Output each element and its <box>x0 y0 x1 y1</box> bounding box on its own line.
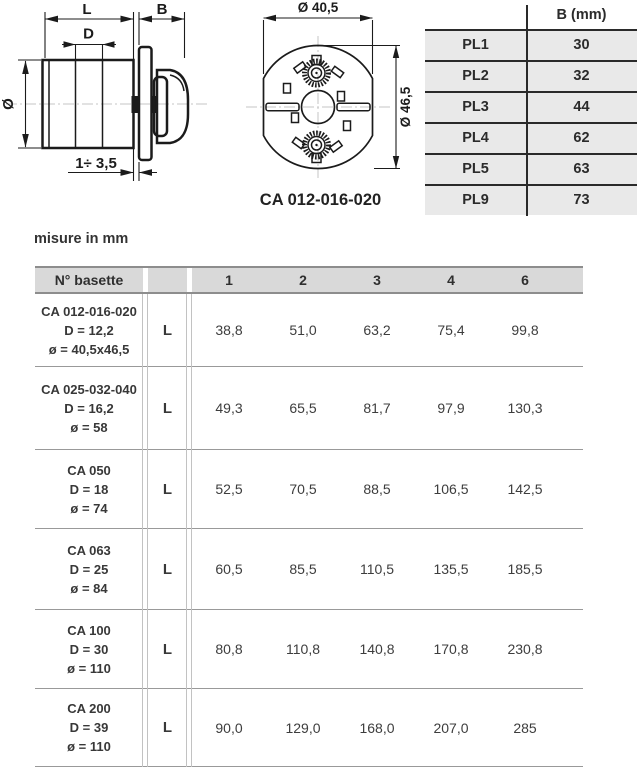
model-d: D = 16,2 <box>64 400 114 416</box>
b-table-label: PL2 <box>462 68 489 84</box>
model-name: CA 050 <box>67 462 111 478</box>
model-name: CA 063 <box>67 542 111 558</box>
model-cell <box>35 699 143 756</box>
value-cell: 185,5 <box>507 561 543 577</box>
dim-label-gap: 1÷ 3,5 <box>75 155 117 172</box>
model-d: D = 12,2 <box>64 322 114 338</box>
header-cell-basette: N° basette <box>35 268 143 292</box>
handle-knob <box>157 70 188 143</box>
b-table-value: 32 <box>573 68 590 84</box>
model-cell <box>35 380 143 437</box>
header-cell-number: 1 <box>225 272 233 288</box>
value-cell: 90,0 <box>215 719 243 736</box>
value-cell: 129,0 <box>285 719 321 736</box>
value-cell: 285 <box>513 719 537 736</box>
table-row <box>35 689 583 767</box>
header-number-cells <box>192 268 583 292</box>
value-cell: 130,3 <box>507 400 543 416</box>
value-cell: 110,5 <box>360 561 394 577</box>
model-cell <box>35 302 143 359</box>
table-row <box>35 610 583 689</box>
value-cell: 97,9 <box>437 400 465 416</box>
value-cell: 81,7 <box>363 400 391 416</box>
dim-label-width: Ø 40,5 <box>297 0 339 15</box>
b-table-header-row <box>425 2 637 29</box>
model-name: CA 100 <box>67 622 111 638</box>
value-cell: 168,0 <box>359 719 395 736</box>
model-cell <box>35 541 143 598</box>
b-table-row <box>425 184 637 215</box>
dimensions-table <box>35 266 583 763</box>
b-table-value: 44 <box>573 99 590 115</box>
b-table-label: PL4 <box>462 130 489 146</box>
value-cell: 60,5 <box>215 561 243 577</box>
table-row <box>35 529 583 610</box>
main-table-body <box>35 294 583 767</box>
model-name: CA 012-016-020 <box>41 303 137 319</box>
model-d: D = 39 <box>69 720 109 735</box>
value-cell: 142,5 <box>507 481 543 497</box>
value-cell: 52,5 <box>215 481 243 497</box>
model-diameter: ø = 110 <box>67 660 111 676</box>
value-cell: 80,8 <box>215 641 243 657</box>
value-cell: 230,8 <box>507 641 543 657</box>
b-table-row <box>425 29 637 60</box>
dim-label-b: B <box>156 1 168 18</box>
value-cell: 85,5 <box>289 561 317 577</box>
dim-label-l: L <box>82 1 92 18</box>
table-row <box>35 294 583 367</box>
model-diameter: ø = 110 <box>67 739 111 754</box>
model-name: CA 200 <box>67 701 111 716</box>
b-table-header: B (mm) <box>556 7 607 23</box>
b-table-value: 73 <box>573 192 590 208</box>
b-table-value: 62 <box>573 130 590 146</box>
value-cell: 106,5 <box>433 481 469 497</box>
b-table-label: PL5 <box>462 161 489 177</box>
value-cell: 140,8 <box>359 641 395 657</box>
column-divider <box>142 294 143 767</box>
b-table-row <box>425 60 637 91</box>
dim-label-d: D <box>83 25 94 43</box>
value-cell: 207,0 <box>433 719 469 736</box>
screw-boss <box>305 133 329 163</box>
model-diameter: ø = 40,5x46,5 <box>48 341 130 357</box>
header-cell-number: 2 <box>299 272 307 288</box>
dim-label-height: Ø 46,5 <box>398 86 413 128</box>
value-cell: 65,5 <box>289 400 317 416</box>
column-divider <box>186 294 187 767</box>
model-cell <box>35 621 143 678</box>
table-row <box>35 450 583 529</box>
value-cell: 88,5 <box>363 481 391 497</box>
side-view-drawing <box>0 0 215 195</box>
value-cell: 99,8 <box>511 322 539 338</box>
front-view-caption: CA 012-016-020 <box>259 191 382 209</box>
l-cell: L <box>162 560 173 578</box>
column-divider <box>147 294 148 767</box>
header-cell-number: 4 <box>447 272 455 288</box>
model-name: CA 025-032-040 <box>41 381 137 397</box>
b-table-value: 30 <box>573 37 590 53</box>
screw-boss <box>305 56 329 86</box>
shaft <box>132 96 140 113</box>
b-table-divider <box>526 5 528 216</box>
b-table-row <box>425 122 637 153</box>
model-d: D = 25 <box>69 561 109 577</box>
l-cell: L <box>162 321 173 339</box>
model-d: D = 30 <box>69 641 109 657</box>
units-note: misure in mm <box>34 231 129 247</box>
value-cell: 63,2 <box>363 322 391 338</box>
value-cell: 38,8 <box>215 322 243 338</box>
header-cell-number: 3 <box>373 272 381 288</box>
value-cell: 170,8 <box>433 641 469 657</box>
value-cell: 49,3 <box>215 400 243 416</box>
model-diameter: ø = 58 <box>70 419 108 435</box>
model-cell <box>35 461 143 518</box>
l-cell: L <box>162 640 173 658</box>
header-cell-number: 6 <box>521 272 529 288</box>
value-cell: 135,5 <box>433 561 469 577</box>
b-table-row <box>425 153 637 184</box>
value-cell: 110,8 <box>286 641 320 657</box>
b-table-label: PL9 <box>462 192 489 208</box>
table-row <box>35 367 583 450</box>
column-divider <box>191 294 192 767</box>
l-cell: L <box>162 480 173 498</box>
l-cell: L <box>162 719 173 736</box>
main-table-header-row <box>35 266 583 294</box>
b-table-label: PL3 <box>462 99 489 115</box>
front-view-drawing <box>238 0 438 190</box>
l-cell: L <box>162 399 173 417</box>
b-table-label: PL1 <box>462 37 489 53</box>
dim-label-diameter: Ø <box>0 98 17 110</box>
header-cell-l <box>148 268 187 292</box>
model-d: D = 18 <box>69 481 109 497</box>
b-table-row <box>425 91 637 122</box>
b-table-value: 63 <box>573 161 590 177</box>
model-diameter: ø = 74 <box>70 500 108 516</box>
b-table <box>425 2 637 216</box>
value-cell: 75,4 <box>437 322 465 338</box>
value-cell: 70,5 <box>289 481 317 497</box>
value-cell: 51,0 <box>289 322 317 338</box>
model-diameter: ø = 84 <box>70 580 108 596</box>
